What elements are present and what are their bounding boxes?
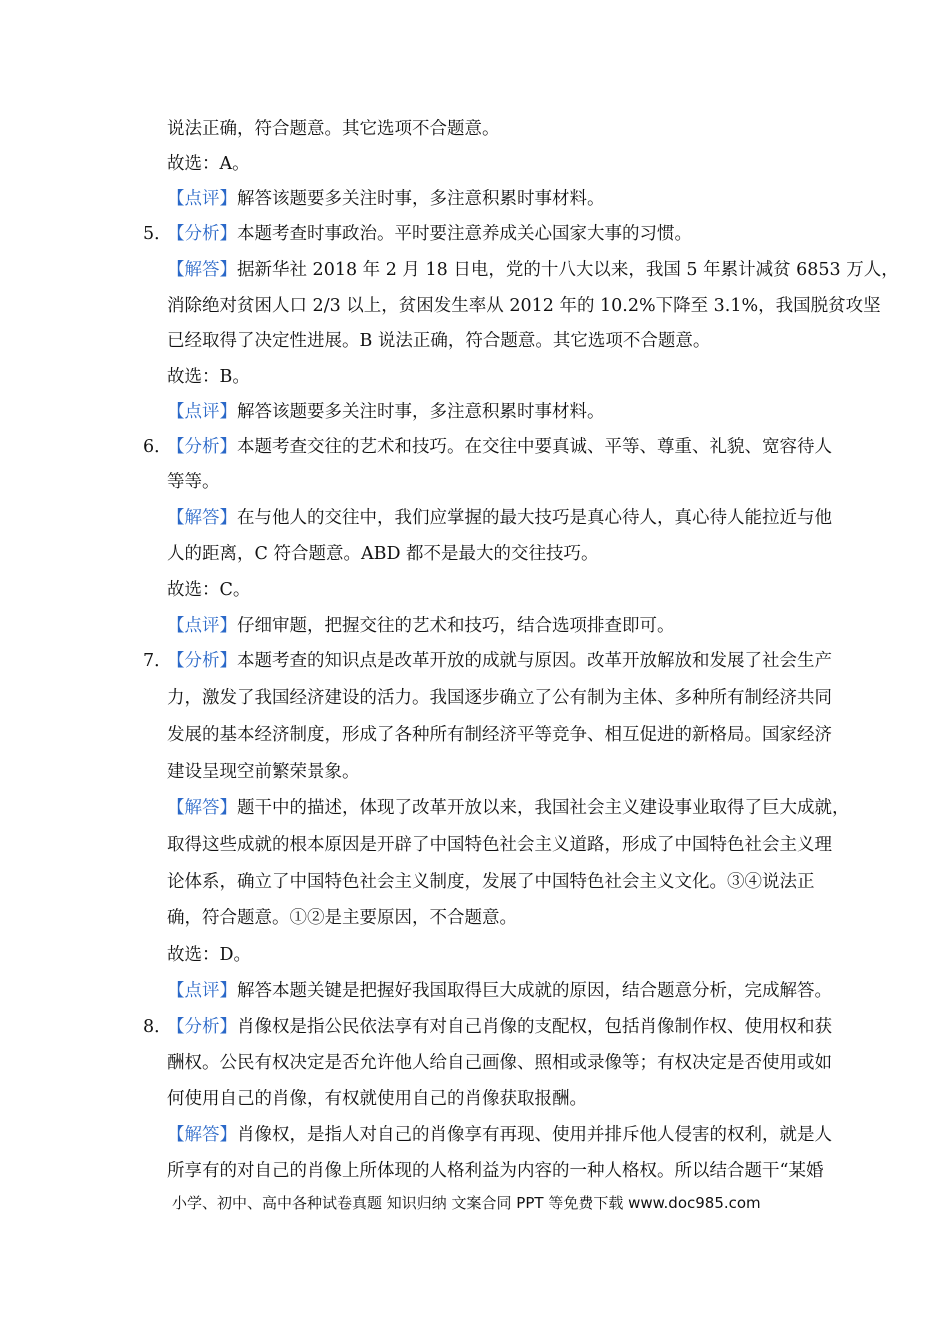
- question-number: 7．: [143, 651, 172, 671]
- text-line: [0, 252, 950, 288]
- section-tag: 【解答】: [167, 260, 237, 280]
- line-content: [167, 323, 710, 359]
- text-line: [0, 111, 950, 147]
- section-tag: 【解答】: [167, 798, 237, 818]
- text-line: [0, 864, 950, 900]
- line-content: [167, 288, 881, 324]
- text-line: [0, 900, 950, 936]
- text-line: [0, 608, 950, 644]
- line-text: 故选：D。: [167, 945, 252, 965]
- text-line: [0, 827, 950, 863]
- line-content: [167, 937, 251, 973]
- text-line: [0, 717, 950, 753]
- line-text: 论体系，确立了中国特色社会主义制度，发展了中国特色社会主义文化。③④说法正: [167, 872, 815, 892]
- line-content: [167, 643, 832, 679]
- line-text: 说法正确，符合题意。其它选项不合题意。: [167, 119, 500, 139]
- line-text: 取得这些成就的根本原因是开辟了中国特色社会主义道路，形成了中国特色社会主义理: [167, 835, 832, 855]
- section-tag: 【分析】: [167, 651, 237, 671]
- line-text: 在与他人的交往中，我们应掌握的最大技巧是真心待人，真心待人能拉近与他: [237, 508, 832, 528]
- line-text: 确，符合题意。①②是主要原因，不合题意。: [167, 908, 517, 928]
- page-footer: 小学、初中、高中各种试卷真题 知识归纳 文案合同 PPT 等免费下载 www.doc985.com: [172, 1194, 761, 1212]
- line-content: [167, 900, 517, 936]
- line-text: 仔细审题，把握交往的艺术和技巧，结合选项排查即可。: [237, 616, 675, 636]
- line-content: [167, 680, 832, 716]
- line-content: [167, 1081, 587, 1117]
- text-line: [0, 754, 950, 790]
- text-line: [0, 643, 950, 679]
- text-line: [0, 464, 950, 500]
- line-content: [167, 1153, 823, 1189]
- text-line: [0, 359, 950, 395]
- section-tag: 【解答】: [167, 508, 237, 528]
- text-line: [0, 181, 950, 217]
- line-content: [167, 359, 250, 395]
- line-text: 故选：A。: [167, 154, 250, 174]
- line-text: 肖像权是指公民依法享有对自己肖像的支配权，包括肖像制作权、使用权和获: [237, 1017, 832, 1037]
- line-content: [167, 146, 250, 182]
- question-number: 8．: [143, 1017, 172, 1037]
- line-content: [167, 864, 815, 900]
- text-line: [0, 973, 950, 1009]
- text-line: [0, 288, 950, 324]
- text-line: [0, 680, 950, 716]
- text-line: [0, 394, 950, 430]
- line-content: [167, 1117, 832, 1153]
- line-text: 人的距离，C 符合题意。ABD 都不是最大的交往技巧。: [167, 544, 599, 564]
- line-text: 力，激发了我国经济建设的活力。我国逐步确立了公有制为主体、多种所有制经济共同: [167, 688, 832, 708]
- question-number: 5．: [143, 224, 172, 244]
- text-line: [0, 937, 950, 973]
- line-content: [167, 252, 899, 288]
- line-text: 已经取得了决定性进展。B 说法正确，符合题意。其它选项不合题意。: [167, 331, 711, 351]
- line-text: 解答该题要多关注时事，多注意积累时事材料。: [237, 189, 605, 209]
- line-content: [167, 754, 360, 790]
- line-text: 所享有的对自己的肖像上所体现的人格利益为内容的一种人格权。所以结合题干“某婚: [167, 1161, 824, 1181]
- text-line: [0, 146, 950, 182]
- line-content: [167, 790, 850, 826]
- text-line: [0, 790, 950, 826]
- text-line: [0, 536, 950, 572]
- line-text: 酬权。公民有权决定是否允许他人给自己画像、照相或录像等；有权决定是否使用或如: [167, 1053, 832, 1073]
- line-content: [167, 827, 832, 863]
- section-tag: 【分析】: [167, 1017, 237, 1037]
- section-tag: 【分析】: [167, 437, 237, 457]
- text-line: [0, 1009, 950, 1045]
- text-line: [0, 216, 950, 252]
- line-text: 消除绝对贫困人口 2/3 以上，贫困发生率从 2012 年的 10.2%下降至 3.1%，我国脱贫攻坚: [167, 296, 881, 316]
- line-text: 本题考查交往的艺术和技巧。在交往中要真诚、平等、尊重、礼貌、宽容待人: [237, 437, 832, 457]
- line-text: 肖像权，是指人对自己的肖像享有再现、使用并排斥他人侵害的权利，就是人: [237, 1125, 832, 1145]
- section-tag: 【点评】: [167, 189, 237, 209]
- line-content: [167, 500, 832, 536]
- line-content: [167, 1045, 832, 1081]
- line-content: [167, 572, 250, 608]
- line-text: 解答该题要多关注时事，多注意积累时事材料。: [237, 402, 605, 422]
- text-line: [0, 1117, 950, 1153]
- text-line: [0, 500, 950, 536]
- line-text: 何使用自己的肖像，有权就使用自己的肖像获取报酬。: [167, 1089, 587, 1109]
- section-tag: 【解答】: [167, 1125, 237, 1145]
- line-content: [167, 717, 832, 753]
- section-tag: 【点评】: [167, 981, 237, 1001]
- line-text: 故选：C。: [167, 580, 251, 600]
- line-content: [167, 608, 675, 644]
- line-content: [167, 394, 605, 430]
- text-line: [0, 429, 950, 465]
- text-line: [0, 1045, 950, 1081]
- text-line: [0, 1153, 950, 1189]
- line-content: [167, 429, 832, 465]
- question-number: 6．: [143, 437, 172, 457]
- line-content: [167, 1009, 832, 1045]
- line-text: 解答本题关键是把握好我国取得巨大成就的原因，结合题意分析，完成解答。: [237, 981, 832, 1001]
- line-content: [167, 536, 599, 572]
- text-line: [0, 572, 950, 608]
- line-text: 据新华社 2018 年 2 月 18 日电，党的十八大以来，我国 5 年累计减贫 6853 万人，: [237, 260, 899, 280]
- line-text: 发展的基本经济制度，形成了各种所有制经济平等竞争、相互促进的新格局。国家经济: [167, 725, 832, 745]
- line-content: [167, 216, 692, 252]
- line-content: [167, 464, 220, 500]
- line-content: [167, 181, 605, 217]
- section-tag: 【点评】: [167, 402, 237, 422]
- line-text: 建设呈现空前繁荣景象。: [167, 762, 360, 782]
- section-tag: 【点评】: [167, 616, 237, 636]
- line-content: [167, 111, 500, 147]
- line-text: 等等。: [167, 472, 220, 492]
- line-content: [167, 973, 832, 1009]
- line-text: 题干中的描述，体现了改革开放以来，我国社会主义建设事业取得了巨大成就，: [237, 798, 850, 818]
- text-line: [0, 323, 950, 359]
- text-line: [0, 1081, 950, 1117]
- line-text: 本题考查时事政治。平时要注意养成关心国家大事的习惯。: [237, 224, 692, 244]
- section-tag: 【分析】: [167, 224, 237, 244]
- line-text: 本题考查的知识点是改革开放的成就与原因。改革开放解放和发展了社会生产: [237, 651, 832, 671]
- line-text: 故选：B。: [167, 367, 250, 387]
